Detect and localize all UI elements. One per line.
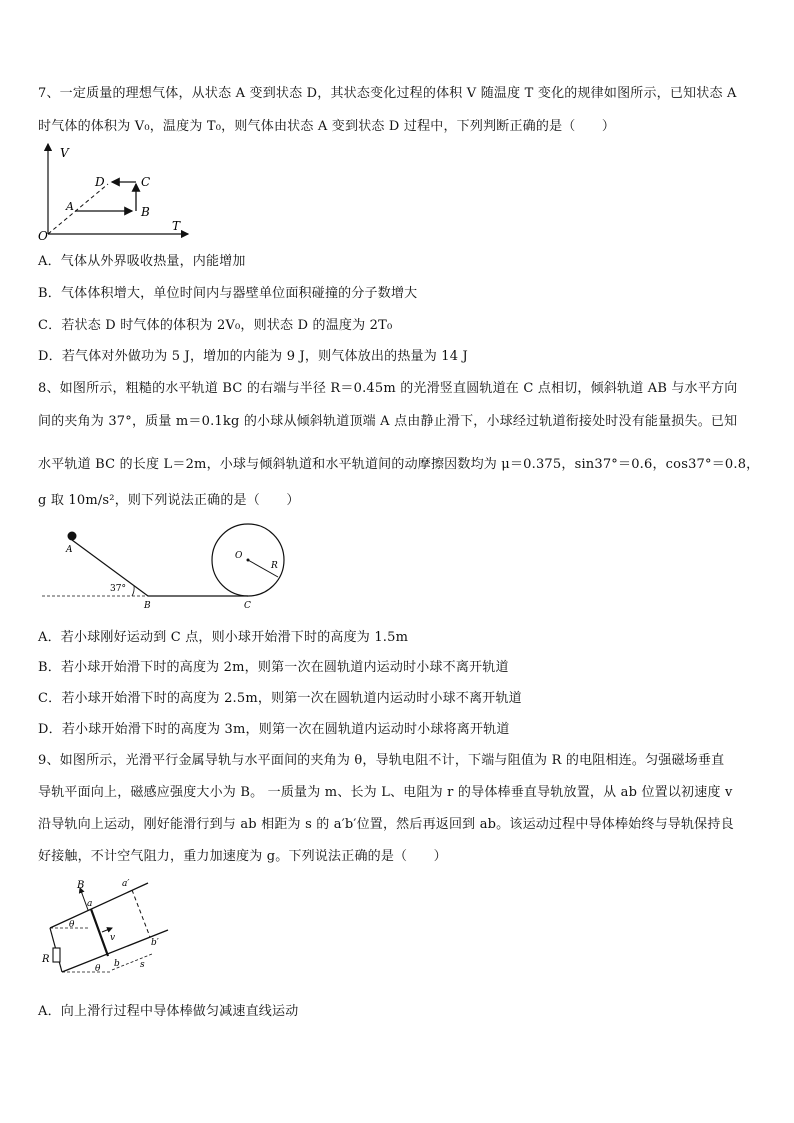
q8-option-b: B．若小球开始滑下时的高度为 2m，则第一次在圆轨道内运动时小球不离开轨道 [38,660,509,675]
label-a: A [66,545,73,555]
label-s: s [140,960,145,970]
q7-option-a: A．气体从外界吸收热量，内能增加 [38,254,246,269]
q8-option-a: A．若小球刚好运动到 C 点，则小球开始滑下时的高度为 1.5m [38,630,409,645]
label-b: b [114,959,120,969]
q7-option-b: B．气体体积增大，单位时间内与器壁单位面积碰撞的分子数增大 [38,286,418,301]
q7-option-c: C．若状态 D 时气体的体积为 2V₀，则状态 D 的温度为 2T₀ [38,318,393,333]
q8-stem-line1: 8、如图所示，粗糙的水平轨道 BC 的右端与半径 R＝0.45m 的光滑竖直圆轨道在 C 点相切，倾斜轨道 AB 与水平方向 [38,381,738,396]
velocity-arrow [102,928,112,932]
label-a-prime: a′ [122,879,130,889]
label-b-prime: b′ [151,938,159,948]
label-a: a [87,899,93,909]
label-t: T [172,219,181,233]
q8-option-c: C．若小球开始滑下时的高度为 2.5m，则第一次在圆轨道内运动时小球不离开轨道 [38,691,522,706]
label-b-field: B [77,880,85,891]
q7-stem-line1: 7、一定质量的理想气体，从状态 A 变到状态 D，其状态变化过程的体积 V 随温度 T 变化的规律如图所示，已知状态 A [38,86,737,101]
label-angle: 37° [110,584,126,594]
label-theta-bottom: θ [95,964,101,974]
q7-vt-diagram [30,140,200,245]
label-c: C [141,175,151,189]
label-a: A [66,200,74,213]
q9-option-a: A．向上滑行过程中导体棒做匀减速直线运动 [38,1004,299,1019]
label-o: O [38,229,48,243]
label-b: B [144,601,151,611]
q9-stem-line1: 9、如图所示，光滑平行金属导轨与水平面间的夹角为 θ，导轨电阻不计，下端与阻值为 R 的电阻相连。匀强磁场垂直 [38,753,725,768]
rod-ab [91,909,108,956]
ball [68,532,77,541]
label-d: D [95,175,105,189]
label-v: V [60,146,69,160]
q8-option-d: D．若小球开始滑下时的高度为 3m，则第一次在圆轨道内运动时小球将离开轨道 [38,722,510,737]
label-b: B [141,205,150,219]
q8-track-diagram [38,520,298,612]
label-c: C [244,601,251,611]
label-v: v [110,933,116,943]
q9-rail-diagram [40,870,180,980]
q9-stem-line2: 导轨平面向上，磁感应强度大小为 B。 一质量为 m、长为 L、电阻为 r 的导体棒垂直导轨放置，从 ab 位置以初速度 v [38,785,733,800]
q7-stem-line2: 时气体的体积为 V₀，温度为 T₀，则气体由状态 A 变到状态 D 过程中，下列判断正确的是（ ） [38,119,616,134]
q9-stem-line4: 好接触，不计空气阻力，重力加速度为 g。下列说法正确的是（ ） [38,849,447,864]
label-theta-top: θ [69,920,75,930]
label-o: O [235,551,243,561]
q8-stem-line4: g 取 10m/s²，则下列说法正确的是（ ） [38,493,300,508]
rod-a2b2 [132,890,150,937]
q8-stem-line2: 间的夹角为 37°，质量 m＝0.1kg 的小球从倾斜轨道顶端 A 点由静止滑下，小球经过轨道衔接处时没有能量损失。已知 [38,414,738,429]
q9-stem-line3: 沿导轨向上运动，刚好能滑行到与 ab 相距为 s 的 a′b′位置，然后再返回到 ab。该运动过程中导体棒始终与导轨保持良 [38,817,734,832]
label-r: R [271,561,278,571]
label-r: R [42,954,50,965]
dashed-line-oa [48,184,108,234]
rail-top [50,883,148,928]
angle-arc [132,586,134,596]
q8-stem-line3: 水平轨道 BC 的长度 L＝2m，小球与倾斜轨道和水平轨道间的动摩擦因数均为 μ＝0.375，sin37°＝0.6，cos37°＝0.8， [38,457,760,472]
resistor [53,948,60,962]
q7-option-d: D．若气体对外做功为 5 J，增加的内能为 9 J，则气体放出的热量为 14 J [38,349,468,364]
